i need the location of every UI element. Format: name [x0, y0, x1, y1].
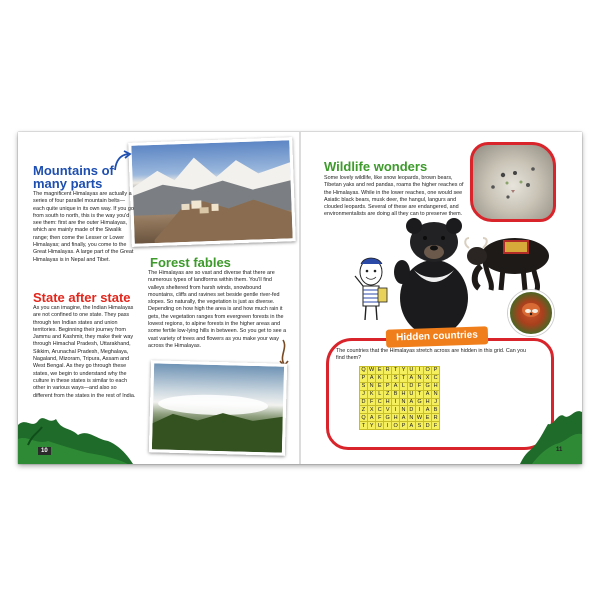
- grid-row: [360, 367, 440, 375]
- red-panda-photo: [508, 290, 554, 336]
- grid-cell[interactable]: A: [367, 414, 375, 422]
- grid-cell[interactable]: G: [385, 414, 390, 421]
- mountains-body: The magnificent Himalayas are actually a series of four parallel mountain belts—each quite unique in its own way. If you go from south to north, this is the way you'd see them: first are the outer Himalayas, which are mainly made of the Siwalik range; then come the Lesser or Lower Himalayas; and finally, you come to the Great Himalayas. A large part of the Great Himalayas is in Nepal and Tibet.: [33, 191, 134, 263]
- grid-row: [360, 406, 440, 414]
- puzzle-instructions: The countries that the Himalayas stretch across are hidden in this grid. Can you find them?: [336, 348, 526, 362]
- grid-cell[interactable]: J: [432, 398, 440, 406]
- grid-cell[interactable]: E: [376, 382, 384, 390]
- grid-cell[interactable]: Q: [361, 414, 366, 421]
- grid-cell[interactable]: A: [424, 406, 432, 414]
- grid-cell[interactable]: H: [425, 398, 430, 405]
- grid-cell[interactable]: B: [392, 390, 400, 398]
- grid-cell[interactable]: A: [407, 422, 415, 430]
- grid-row: [360, 422, 440, 430]
- grid-cell[interactable]: N: [433, 391, 438, 398]
- grid-cell[interactable]: D: [425, 422, 430, 429]
- grid-cell[interactable]: X: [424, 374, 432, 382]
- grid-cell[interactable]: X: [367, 406, 375, 414]
- grid-cell[interactable]: K: [367, 390, 375, 398]
- grid-cell[interactable]: N: [401, 398, 406, 405]
- mountains-heading: Mountains of many parts: [33, 163, 114, 191]
- grid-cell[interactable]: W: [369, 367, 375, 374]
- grid-cell[interactable]: Z: [384, 390, 392, 398]
- grid-row: [360, 374, 440, 382]
- grid-cell[interactable]: N: [415, 374, 423, 382]
- grid-cell[interactable]: T: [415, 390, 423, 398]
- grid-cell[interactable]: S: [392, 374, 400, 382]
- grid-row: [360, 382, 440, 390]
- grid-cell[interactable]: F: [367, 398, 375, 406]
- jungle-foliage-right-decoration: [520, 404, 582, 464]
- book-spine: [299, 132, 301, 464]
- hidden-countries-title: Hidden countries: [395, 329, 478, 344]
- word-search-grid[interactable]: [359, 366, 440, 430]
- grid-cell[interactable]: D: [409, 383, 414, 390]
- grid-cell[interactable]: K: [376, 374, 384, 382]
- grid-cell[interactable]: T: [360, 422, 368, 430]
- right-page-number: 11: [556, 447, 563, 453]
- grid-cell[interactable]: J: [360, 390, 368, 398]
- states-body: As you can imagine, the Indian Himalayas are not confined to one state. They pass through ten Indian states and union territories. Beginning their journey from Jammu and Kashmir, they make their way through Himachal Pradesh, Uttarakhand, Sikkim, Arunachal Pradesh, Meghalaya, Nagaland, Mizoram, Tripura, Assam and West Bengal. As they go through these states, we begin to understand why the culture in these states is similar to each other in various ways—and also so different from the states in the rest of India.: [33, 305, 136, 399]
- grid-cell[interactable]: N: [401, 406, 406, 413]
- grid-cell[interactable]: N: [367, 382, 375, 390]
- cartoon-child-illustration: [352, 256, 392, 324]
- grid-cell[interactable]: F: [415, 382, 423, 390]
- grid-cell[interactable]: N: [409, 414, 414, 421]
- grid-cell[interactable]: U: [377, 422, 382, 429]
- grid-row: [360, 414, 440, 422]
- grid-cell[interactable]: T: [400, 374, 408, 382]
- grid-cell[interactable]: S: [415, 422, 423, 430]
- grid-cell[interactable]: P: [360, 374, 368, 382]
- grid-cell[interactable]: H: [393, 414, 398, 421]
- grid-cell[interactable]: B: [432, 406, 440, 414]
- grid-cell[interactable]: R: [433, 414, 438, 421]
- grid-cell[interactable]: A: [424, 390, 432, 398]
- grid-cell[interactable]: V: [384, 406, 392, 414]
- red-panda-illustration: [510, 292, 552, 334]
- wildlife-body: Some lovely wildlife, like snow leopards, brown bears, Tibetan yaks and red pandas, roams the higher reaches of the Himalayas. While in the lower reaches, one would see Asiatic black bears, musk deer, the hangul, langurs and clouded leopards. Several of these are endangered, and environmentalists are doing all they can to preserve them.: [324, 175, 464, 218]
- wildlife-heading: Wildlife wonders: [324, 159, 428, 174]
- grid-cell[interactable]: Z: [360, 406, 368, 414]
- states-heading: State after state: [33, 290, 131, 305]
- grid-cell[interactable]: H: [433, 383, 438, 390]
- grid-cell[interactable]: C: [377, 406, 382, 413]
- left-page-number: 10: [38, 447, 51, 455]
- forest-body: The Himalayas are so vast and diverse that there are numerous types of landforms within them. You'll find valleys sheltered from harsh winds, snowbound mountains, cliffs and ravines set beside gentle river-fed slopes. So naturally, the vegetation is just as diverse. Depending on how high the area is and how much rain it gets, the vegetation ranges from evergreen forests in the lowest regions, to alpine forests in the higher areas and some fertile low-lying hills in between. So you get to see a vast variety of trees and flowers as you make your way across the Himalayas.: [148, 270, 287, 349]
- grid-cell[interactable]: A: [407, 398, 415, 406]
- grid-cell[interactable]: I: [392, 398, 400, 406]
- grid-row: [360, 390, 440, 398]
- grid-cell[interactable]: A: [367, 374, 375, 382]
- misty-forest-photo: [149, 360, 287, 456]
- grid-cell[interactable]: I: [384, 422, 392, 430]
- grid-cell[interactable]: A: [407, 374, 415, 382]
- grid-cell[interactable]: P: [400, 422, 408, 430]
- grid-cell[interactable]: R: [385, 367, 390, 374]
- grid-cell[interactable]: G: [425, 383, 430, 390]
- grid-cell[interactable]: L: [376, 390, 384, 398]
- grid-cell[interactable]: I: [392, 406, 400, 414]
- grid-cell[interactable]: P: [432, 367, 440, 375]
- snow-leopard-photo: [470, 142, 556, 222]
- grid-cell[interactable]: Q: [361, 367, 366, 374]
- grid-cell[interactable]: O: [425, 367, 430, 374]
- grid-cell[interactable]: E: [424, 414, 432, 422]
- grid-row: [360, 398, 440, 406]
- himalaya-monastery-photo: [128, 137, 296, 247]
- grid-cell[interactable]: A: [392, 382, 400, 390]
- grid-cell[interactable]: E: [376, 367, 384, 375]
- grid-cell[interactable]: I: [415, 367, 423, 375]
- grid-cell[interactable]: L: [400, 382, 408, 390]
- grid-cell[interactable]: I: [415, 406, 423, 414]
- forest-scene-illustration: [152, 363, 284, 452]
- grid-cell[interactable]: T: [392, 367, 400, 375]
- black-bear-illustration: [392, 212, 476, 338]
- grid-cell[interactable]: A: [400, 414, 408, 422]
- mountain-scene-illustration: [131, 140, 292, 243]
- grid-cell[interactable]: D: [361, 398, 366, 405]
- grid-cell[interactable]: P: [384, 382, 392, 390]
- forest-heading: Forest fables: [150, 255, 231, 270]
- grid-cell[interactable]: F: [432, 422, 440, 430]
- grid-cell[interactable]: S: [360, 382, 368, 390]
- grid-cell[interactable]: C: [377, 398, 382, 405]
- grid-cell[interactable]: H: [385, 398, 390, 405]
- grid-cell[interactable]: G: [415, 398, 423, 406]
- grid-cell[interactable]: C: [433, 375, 438, 382]
- snow-leopard-illustration: [473, 145, 553, 219]
- yak-illustration: [463, 226, 559, 292]
- grid-cell[interactable]: Y: [367, 422, 375, 430]
- grid-cell[interactable]: W: [416, 414, 423, 421]
- grid-cell[interactable]: D: [409, 406, 414, 413]
- grid-cell[interactable]: U: [409, 391, 414, 398]
- grid-cell[interactable]: I: [384, 374, 392, 382]
- grid-cell[interactable]: U: [409, 367, 414, 374]
- grid-cell[interactable]: F: [376, 414, 384, 422]
- grid-cell[interactable]: O: [393, 422, 398, 429]
- grid-cell[interactable]: H: [401, 391, 406, 398]
- grid-cell[interactable]: Y: [400, 367, 408, 375]
- jungle-foliage-decoration: [18, 405, 133, 464]
